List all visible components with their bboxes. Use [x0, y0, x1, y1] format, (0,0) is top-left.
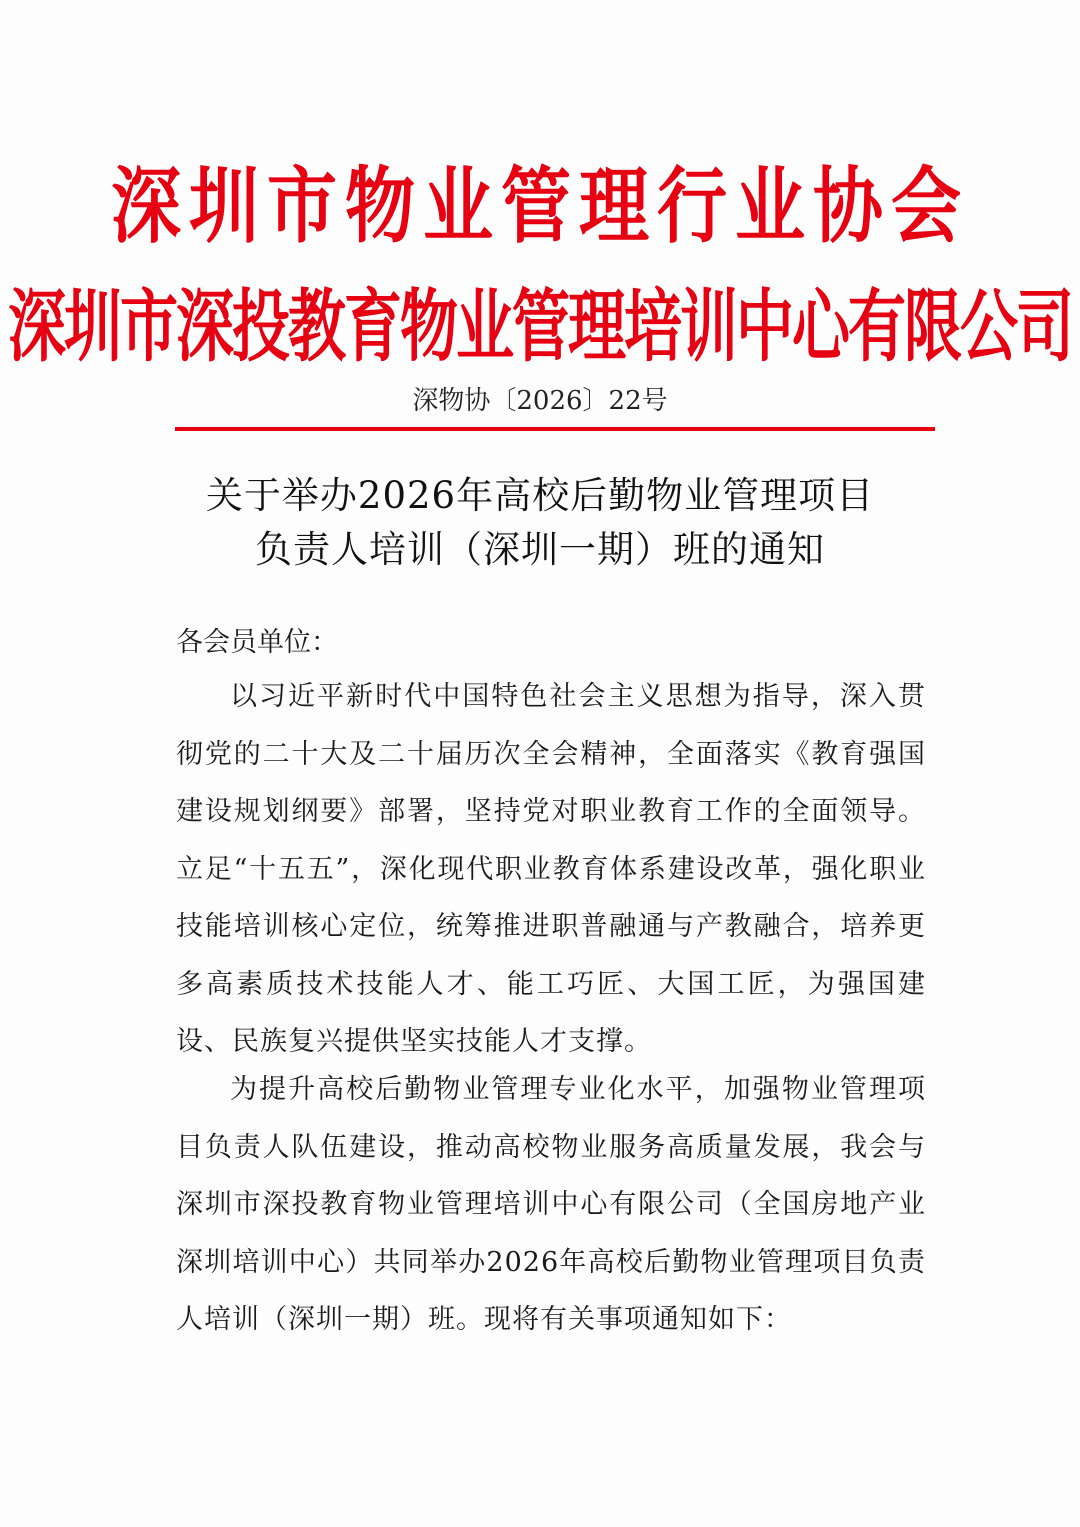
document-number: 深物协〔2026〕22号	[412, 386, 668, 416]
notice-title-line-1: 关于举办2026年高校后勤物业管理项目	[205, 474, 875, 517]
issuing-org-name-2: 深圳市深投教育物业管理培训中心有限公司	[7, 280, 1072, 373]
issuing-org-name-1: 深圳市物业管理行业协会	[111, 157, 969, 255]
salutation: 各会员单位：	[176, 627, 338, 658]
red-divider-line	[175, 427, 935, 431]
body-paragraph-2: 为提升高校后勤物业管理专业化水平，加强物业管理项目负责人队伍建设，推动高校物业服务高质量发展，我会与深圳市深投教育物业管理培训中心有限公司（全国房地产业深圳培训中心）共同举办2026年高校后勤物业管理项目负责人培训（深圳一期）班。现将有关事项通知如下：	[176, 1074, 926, 1335]
body-paragraph-1: 以习近平新时代中国特色社会主义思想为指导，深入贯彻党的二十大及二十届历次全会精神，全面落实《教育强国建设规划纲要》部署，坚持党对职业教育工作的全面领导。立足“十五五”，深化现代职业教育体系建设改革，强化职业技能培训核心定位，统筹推进职普融通与产教融合，培养更多高素质技术技能人才、能工巧匠、大国工匠，为强国建设、民族复兴提供坚实技能人才支撑。	[176, 681, 926, 1057]
notice-title-line-2: 负责人培训（深圳一期）班的通知	[255, 528, 825, 571]
